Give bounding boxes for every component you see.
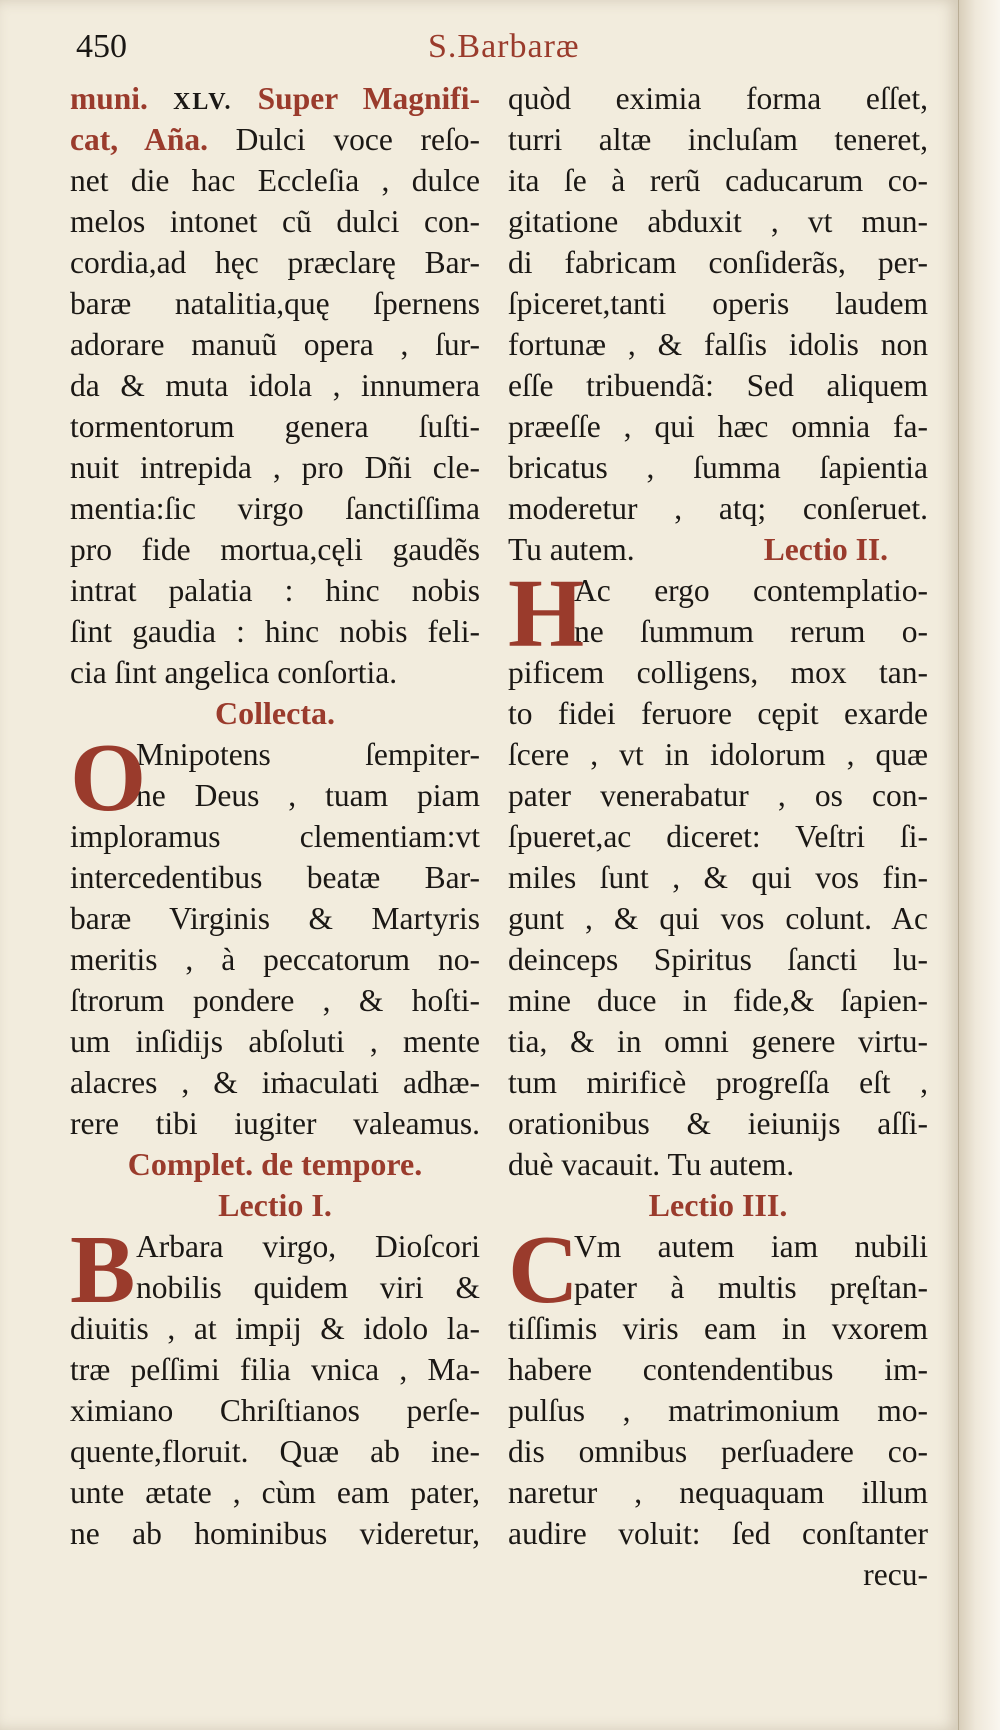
text-line: diuitis , at impij & idolo la- — [70, 1311, 480, 1346]
text-line: alacres , & iṁaculati adhæ- — [70, 1065, 480, 1100]
drop-cap-initial: O — [70, 724, 147, 832]
continued-text — [508, 78, 928, 529]
text-line: eſſe tribuendã: Sed aliquem — [508, 368, 928, 403]
text-line: dis omnibus perſuadere co- — [508, 1434, 928, 1469]
text-line: naretur , nequaquam illum — [508, 1475, 928, 1510]
text-line: Arbara virgo, Dioſcori — [136, 1229, 480, 1264]
text-line: gunt , & qui vos colunt. Ac — [508, 901, 928, 936]
opening-text — [70, 160, 480, 693]
right-column — [508, 78, 928, 1595]
text-line: nuit intrepida , pro Dñi cle- — [70, 450, 480, 485]
text-line: ne ab hominibus videretur, — [70, 1516, 480, 1551]
text-line: cordia,ad hęc præclarę Bar- — [70, 245, 480, 280]
lectio-3-text — [508, 1216, 928, 1554]
lectio-2-text — [508, 560, 928, 1185]
tu-autem: Tu autem. — [508, 532, 635, 567]
opening-line-2: cat, Aña. Dulci voce reſo- — [70, 122, 480, 157]
collecta-heading: Collecta. — [215, 695, 335, 731]
collecta-text — [70, 724, 480, 1144]
text-line: nobilis quidem viri & — [136, 1270, 480, 1305]
text-line: pulſus , matrimonium mo- — [508, 1393, 928, 1428]
opening-line-1: muni. XLV. Super Magnifi- — [70, 81, 480, 116]
running-title: S.Barbaræ — [428, 28, 580, 65]
drop-cap-initial: H — [508, 560, 585, 668]
complet-heading: Complet. de tempore. — [127, 1146, 423, 1182]
lectio-1-text — [70, 1216, 480, 1554]
text-line: quòd eximia forma eſſet, — [508, 81, 928, 116]
text-line: deinceps Spiritus ſancti lu- — [508, 942, 928, 977]
page-edge — [958, 0, 1000, 1730]
text-line: melos intonet cũ dulci con- — [70, 204, 480, 239]
text-line: turri altæ incluſam teneret, — [508, 122, 928, 157]
drop-cap-initial: C — [508, 1216, 579, 1324]
text-line: mine duce in fide,& ſapien- — [508, 983, 928, 1018]
text-line: baræ Virginis & Martyris — [70, 901, 480, 936]
text-line: habere contendentibus im- — [508, 1352, 928, 1387]
text-line: intercedentibus beatæ Bar- — [70, 860, 480, 895]
text-line: ita ſe à rerũ caducarum co- — [508, 163, 928, 198]
text-line: intrat palatia : hinc nobis — [70, 573, 480, 608]
text-line: adorare manuũ opera , ſur- — [70, 327, 480, 362]
text-line: tia, & in omni genere virtu- — [508, 1024, 928, 1059]
text-line: miles ſunt , & qui vos fin- — [508, 860, 928, 895]
text-line: ſpueret,ac diceret: Veſtri ſi- — [508, 819, 928, 854]
text-line: cia ſint angelica conſortia. — [70, 655, 398, 690]
drop-cap-initial: B — [70, 1216, 136, 1324]
lectio-1-heading: Lectio I. — [218, 1187, 332, 1223]
text-line: Mnipotens ſempiter- — [136, 737, 480, 772]
lectio-3-heading: Lectio III. — [648, 1187, 788, 1223]
text-line: ſint gaudia : hinc nobis feli- — [70, 614, 480, 649]
text-line: fortunæ , & falſis idolis non — [508, 327, 928, 362]
text-line: ſtrorum pondere , & hoſti- — [70, 983, 480, 1018]
text-line: ſcere , vt in idolorum , quæ — [508, 737, 928, 772]
text-line: um inſidijs abſoluti , mente — [70, 1024, 480, 1059]
text-line: da & muta idola , innumera — [70, 368, 480, 403]
text-line: bricatus , ſumma ſapientia — [508, 450, 928, 485]
text-line: rere tibi iugiter valeamus. — [70, 1106, 480, 1141]
text-line: audire voluit: ſed conſtanter — [508, 1516, 928, 1551]
text-line: Ac ergo contemplatio- — [574, 573, 928, 608]
text-line: to fidei feruore cępit exarde — [508, 696, 928, 731]
text-line: tiſſimis viris eam in vxorem — [508, 1311, 928, 1346]
text-line: pater à multis pręſtan- — [574, 1270, 928, 1305]
text-line: quente,floruit. Quæ ab ine- — [70, 1434, 480, 1469]
text-line: moderetur , atq; conſeruet. — [508, 491, 928, 526]
text-line: meritis , à peccatorum no- — [70, 942, 480, 977]
text-line: pro fide mortua,cęli gaudẽs — [70, 532, 480, 567]
text-line: tormentorum genera ſuſti- — [70, 409, 480, 444]
page-number: 450 — [76, 28, 127, 65]
text-line: tum mirificè progreſſa eſt , — [508, 1065, 928, 1100]
text-line: præeſſe , qui hæc omnia fa- — [508, 409, 928, 444]
text-line: imploramus clementiam:vt — [70, 819, 480, 854]
text-line: mentia:ſic virgo ſanctiſſima — [70, 491, 480, 526]
text-line: ſpiceret,tanti operis laudem — [508, 286, 928, 321]
text-line: træ peſſimi filia vnica , Ma- — [70, 1352, 480, 1387]
text-line: di fabricam conſiderãs, per- — [508, 245, 928, 280]
page-header — [0, 28, 958, 74]
text-line: ximiano Chriſtianos perſe- — [70, 1393, 480, 1428]
text-line: pificem colligens, mox tan- — [508, 655, 928, 690]
text-line: ne Deus , tuam piam — [136, 778, 480, 813]
text-line: net die hac Eccleſia , dulce — [70, 163, 480, 198]
text-line: ne ſummum rerum o- — [574, 614, 928, 649]
lectio-2-heading: Lectio II. — [763, 532, 888, 567]
text-line: gitatione abduxit , vt mun- — [508, 204, 928, 239]
left-column — [70, 78, 480, 1554]
text-line: unte ætate , cùm eam pater, — [70, 1475, 480, 1510]
text-line: duè vacauit. Tu autem. — [508, 1147, 795, 1182]
catchword: recu- — [863, 1557, 928, 1592]
text-line: baræ natalitia,quę ſpernens — [70, 286, 480, 321]
text-line: Vm autem iam nubili — [574, 1229, 928, 1264]
text-line: pater venerabatur , os con- — [508, 778, 928, 813]
text-line: orationibus & ieiunijs aſſi- — [508, 1106, 928, 1141]
